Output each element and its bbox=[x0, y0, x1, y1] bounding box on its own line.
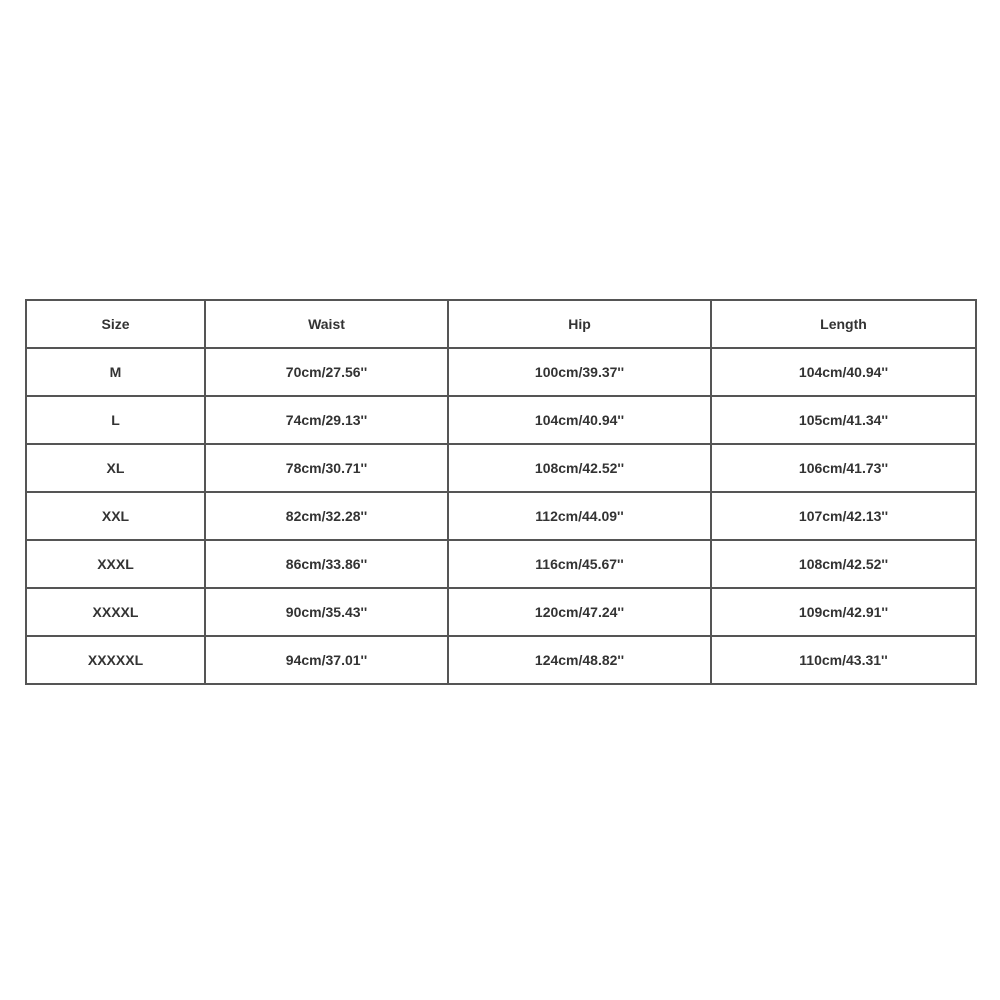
header-length: Length bbox=[711, 300, 976, 348]
size-cell: XXXXXL bbox=[26, 636, 205, 684]
header-hip: Hip bbox=[448, 300, 711, 348]
waist-cell: 86cm/33.86'' bbox=[205, 540, 448, 588]
size-cell: XXXXL bbox=[26, 588, 205, 636]
table-row bbox=[26, 396, 976, 444]
length-cell: 104cm/40.94'' bbox=[711, 348, 976, 396]
size-cell: XXXL bbox=[26, 540, 205, 588]
length-cell: 105cm/41.34'' bbox=[711, 396, 976, 444]
size-cell: XXL bbox=[26, 492, 205, 540]
waist-cell: 70cm/27.56'' bbox=[205, 348, 448, 396]
waist-cell: 82cm/32.28'' bbox=[205, 492, 448, 540]
length-cell: 109cm/42.91'' bbox=[711, 588, 976, 636]
length-cell: 108cm/42.52'' bbox=[711, 540, 976, 588]
table-row bbox=[26, 348, 976, 396]
size-chart-table bbox=[25, 299, 977, 685]
hip-cell: 124cm/48.82'' bbox=[448, 636, 711, 684]
hip-cell: 108cm/42.52'' bbox=[448, 444, 711, 492]
waist-cell: 74cm/29.13'' bbox=[205, 396, 448, 444]
size-cell: XL bbox=[26, 444, 205, 492]
length-cell: 106cm/41.73'' bbox=[711, 444, 976, 492]
table-row bbox=[26, 444, 976, 492]
waist-cell: 90cm/35.43'' bbox=[205, 588, 448, 636]
hip-cell: 104cm/40.94'' bbox=[448, 396, 711, 444]
size-cell: M bbox=[26, 348, 205, 396]
table-row bbox=[26, 636, 976, 684]
length-cell: 110cm/43.31'' bbox=[711, 636, 976, 684]
hip-cell: 112cm/44.09'' bbox=[448, 492, 711, 540]
header-waist: Waist bbox=[205, 300, 448, 348]
table-row bbox=[26, 540, 976, 588]
waist-cell: 94cm/37.01'' bbox=[205, 636, 448, 684]
header-size: Size bbox=[26, 300, 205, 348]
table-row bbox=[26, 492, 976, 540]
hip-cell: 100cm/39.37'' bbox=[448, 348, 711, 396]
header-row bbox=[26, 300, 976, 348]
hip-cell: 120cm/47.24'' bbox=[448, 588, 711, 636]
table-row bbox=[26, 588, 976, 636]
size-cell: L bbox=[26, 396, 205, 444]
waist-cell: 78cm/30.71'' bbox=[205, 444, 448, 492]
length-cell: 107cm/42.13'' bbox=[711, 492, 976, 540]
hip-cell: 116cm/45.67'' bbox=[448, 540, 711, 588]
